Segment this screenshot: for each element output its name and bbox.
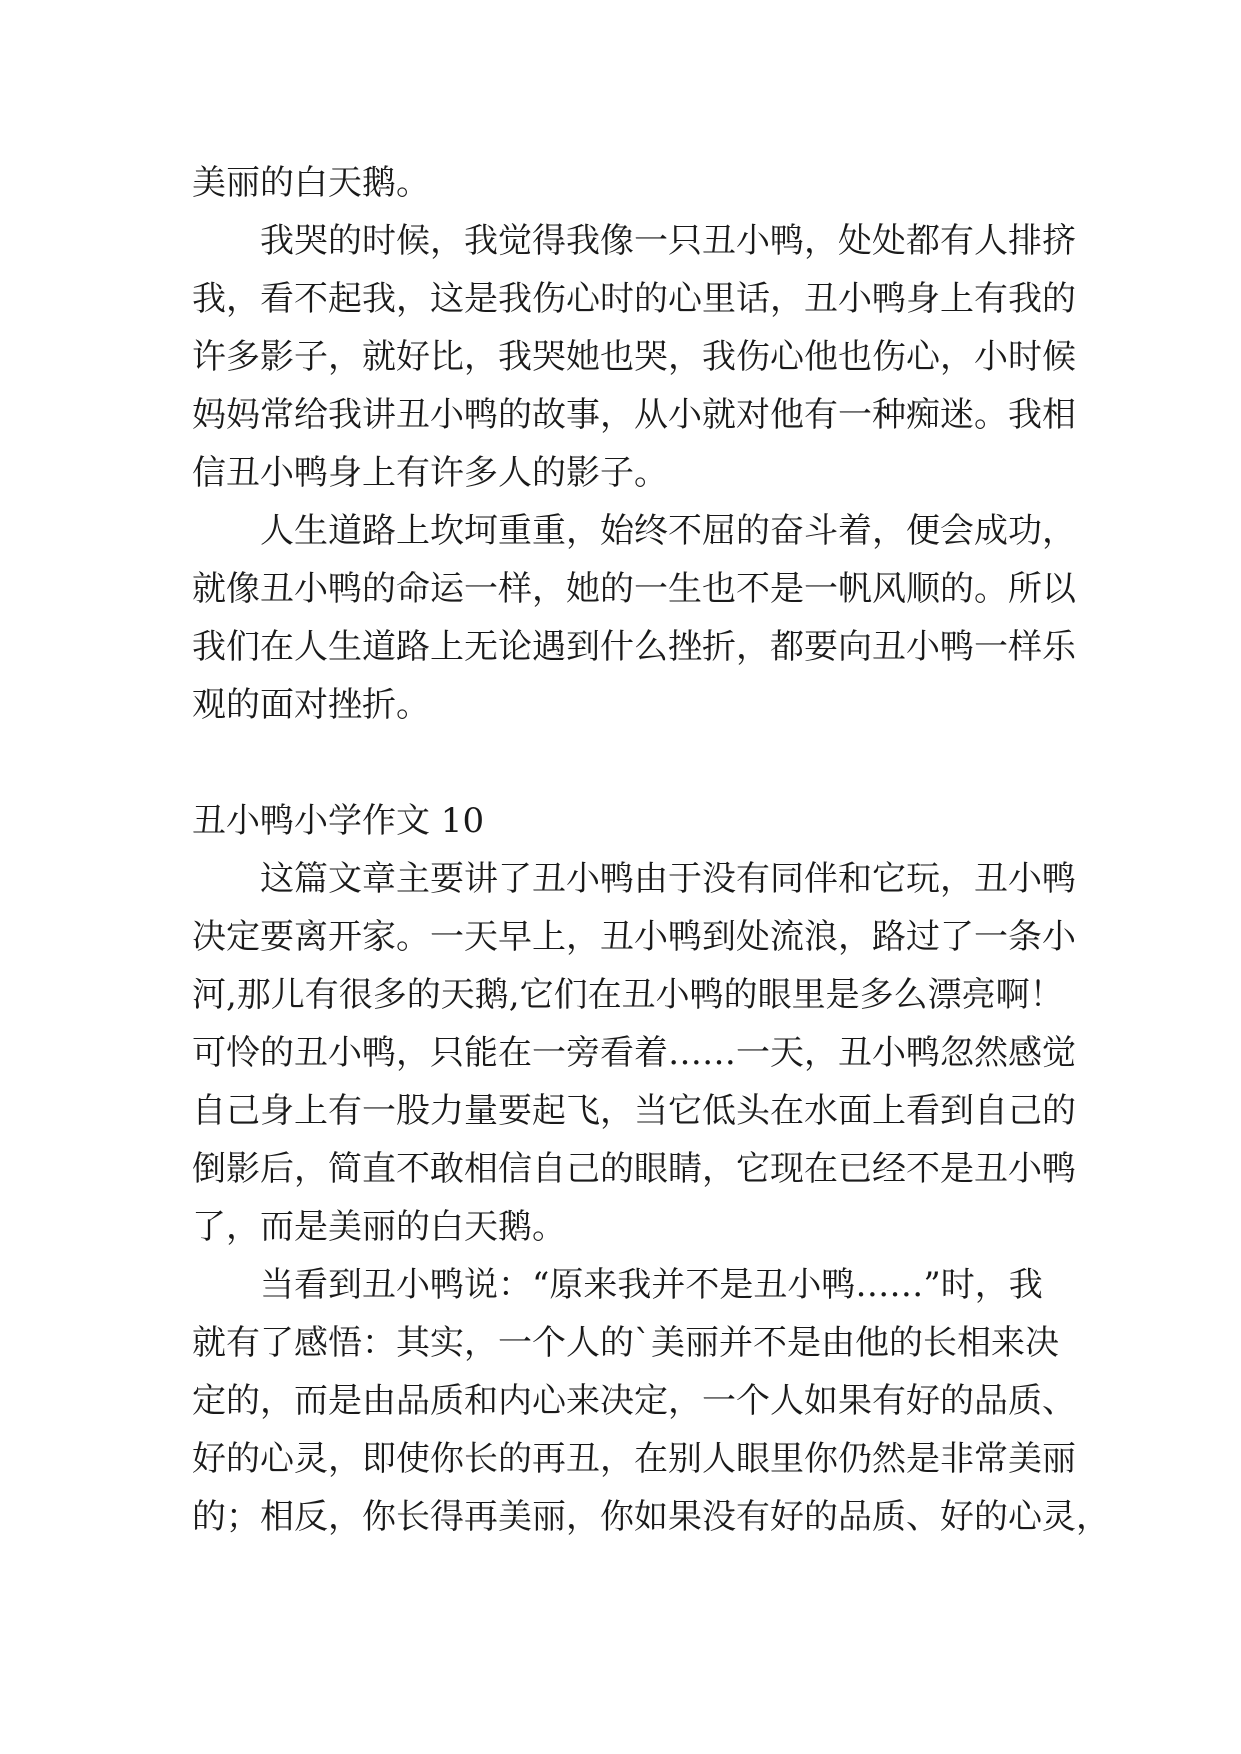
paragraph-line: 倒影后，简直不敢相信自己的眼睛，它现在已经不是丑小鸭 [192, 1149, 1076, 1189]
paragraph-line: 当看到丑小鸭说：“原来我并不是丑小鸭……”时，我 [260, 1265, 1043, 1305]
paragraph-life-road [192, 502, 1076, 734]
paragraph-line: 自己身上有一股力量要起飞，当它低头在水面上看到自己的 [192, 1091, 1076, 1131]
paragraph-insight [192, 1256, 1110, 1546]
paragraph-summary [192, 850, 1076, 1256]
paragraph-line: 就像丑小鸭的命运一样，她的一生也不是一帆风顺的。所以 [192, 569, 1076, 609]
paragraph-line: 我，看不起我，这是我伤心时的心里话，丑小鸭身上有我的 [192, 279, 1076, 319]
paragraph-crying [192, 212, 1076, 502]
paragraph-line: 信丑小鸭身上有许多人的影子。 [192, 453, 668, 493]
paragraph-line: 的；相反，你长得再美丽，你如果没有好的品质、好的心灵， [192, 1497, 1110, 1537]
paragraph-continuation [192, 154, 1072, 212]
paragraph-line: 了，而是美丽的白天鹅。 [192, 1207, 566, 1247]
paragraph-line: 美丽的白天鹅。 [192, 163, 430, 203]
paragraph-line: 我哭的时候，我觉得我像一只丑小鸭，处处都有人排挤 [260, 221, 1076, 261]
paragraph-line: 这篇文章主要讲了丑小鸭由于没有同伴和它玩，丑小鸭 [260, 859, 1076, 899]
paragraph-line: 河,那儿有很多的天鹅,它们在丑小鸭的眼里是多么漂亮啊！ [192, 975, 1064, 1015]
paragraph-line: 决定要离开家。一天早上，丑小鸭到处流浪，路过了一条小 [192, 917, 1076, 957]
paragraph-line: 观的面对挫折。 [192, 685, 430, 725]
section-title: 丑小鸭小学作文 10 [192, 801, 485, 841]
paragraph-line: 可怜的丑小鸭，只能在一旁看着……一天，丑小鸭忽然感觉 [192, 1033, 1076, 1073]
paragraph-line: 我们在人生道路上无论遇到什么挫折，都要向丑小鸭一样乐 [192, 627, 1076, 667]
paragraph-line: 定的，而是由品质和内心来决定，一个人如果有好的品质、 [192, 1381, 1076, 1421]
paragraph-line: 人生道路上坎坷重重，始终不屈的奋斗着，便会成功， [260, 511, 1076, 551]
paragraph-line: 好的心灵，即使你长的再丑，在别人眼里你仍然是非常美丽 [192, 1439, 1076, 1479]
document-body [192, 154, 1110, 1546]
paragraph-line: 妈妈常给我讲丑小鸭的故事，从小就对他有一种痴迷。我相 [192, 395, 1076, 435]
paragraph-line: 就有了感悟：其实，一个人的`美丽并不是由他的长相来决 [192, 1323, 1059, 1363]
section-spacer [192, 734, 1072, 792]
paragraph-line: 许多影子，就好比，我哭她也哭，我伤心他也伤心，小时候 [192, 337, 1076, 377]
